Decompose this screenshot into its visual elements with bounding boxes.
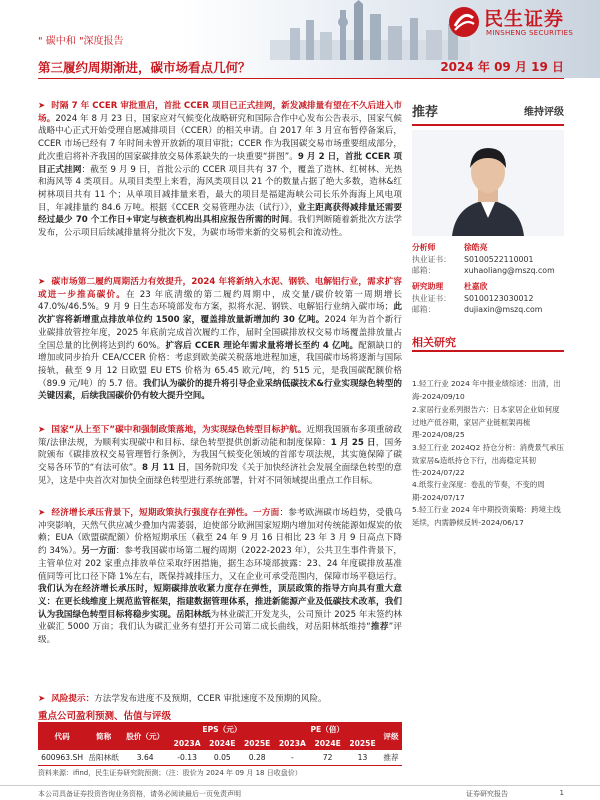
analyst-name: 杜嘉欣	[464, 282, 488, 291]
paragraph-bold: 业主距离获得减排量还需要经过最少 70 个工作日+审定与核查机构出具相应报告所需的时间	[38, 202, 402, 226]
paragraph-text: 在 23 年底清缴的第二履约周期中，成交量/碳价较第一周期增长 47.0%/46.5%。9 月 9 日生态环境部发布方案，拟将水泥、钢铁、电解铝行业纳入碳市场；	[38, 289, 402, 313]
col-rating: 评级	[380, 722, 402, 750]
related-item[interactable]: 1.轻工行业 2024 年中报业绩综述：出清，出海-2024/09/10	[412, 379, 561, 401]
footer-disclaimer: 本公司具备证券投资咨询业务资格，请务必阅读最后一页免责声明	[38, 790, 241, 798]
title-divider	[38, 78, 564, 79]
paragraph-text: 2024 年 8 月 23 日，国家应对气候变化战略研究和国际合作中心发布公告表示，国家气候战略中心正式开始受理自愿减排项目（CCER）的相关申请。自 2017 年 3 月宣布暂停备案后，CCER 市场已经有 7 年时间未曾开放新的项目审批；CCER 作为我国碳交易市场重要组成部分，此次重启将补齐我国的国家碳排放交易体系缺失的一块重要“拼图”。	[38, 113, 402, 162]
paragraph-lead: 碳市场第二履约周期活力有效提升，2024 年将新纳入水泥、钢铁、电解铝行业，需求扩容或进一步推高碳价。	[38, 277, 402, 300]
cert-label: 执业证书：	[412, 293, 451, 303]
col-eps: EPS（元）	[169, 722, 274, 736]
cell-pe: -	[275, 750, 311, 765]
table-source-note: 资料来源：ifind，民生证券研究院预测；（注：股价为 2024 年 09 月 18 日收盘价）	[38, 769, 302, 777]
paragraph-bold: 推荐	[370, 622, 389, 633]
paragraph-text: ，国务院印发《关于加快经济社会发展全面绿色转型的意见》，这是中央首次对加快全面绿色转型进行系统部署，针对不同领域提出重点工作目标。	[38, 463, 402, 486]
paragraph-ccer-restart	[38, 100, 402, 240]
paragraph-bold: 另一方面	[81, 546, 116, 557]
header-banner	[0, 0, 600, 78]
cell-pe: 72	[310, 750, 345, 765]
analyst-block-1	[412, 242, 564, 277]
paragraph-risk	[38, 693, 402, 706]
bullet-arrow-icon: ➤	[38, 694, 52, 704]
bullet-arrow-icon: ➤	[38, 425, 52, 435]
col-name: 简称	[86, 722, 121, 750]
logo-text-en: MINSHENG SECURITIES	[486, 29, 574, 37]
bullet-arrow-icon: ➤	[38, 101, 52, 111]
rating-value: 维持评级	[524, 107, 564, 118]
cell-eps: 0.05	[205, 750, 240, 765]
cell-pe: 13	[345, 750, 380, 765]
paragraph-text: ：参考欧洲碳市场趋势，受俄乌冲突影响，天然气供应减少叠加内需萎弱，迫使部分欧洲国家短期内增加对传统能源如煤炭的依赖；EUA（欧盟碳配额）价格短期承压（截至 24 年 9 月 16 日相比 23 年 3 月 9 日高点下降约 34%）。	[38, 508, 402, 557]
logo-text-cn: 民生证券	[484, 8, 565, 30]
col-year: 2024E	[310, 736, 345, 750]
analyst-cert: S0100522110001	[464, 254, 534, 264]
paragraph-bold: 1 月 25 日	[330, 437, 376, 448]
analyst-role: 分析师	[412, 243, 436, 252]
paragraph-text: ”评级。	[38, 622, 402, 646]
paragraph-text: ，国务院颁布《碳排放权交易管理暂行条例》，为我国气候变化领域的首部专项法规，其实施保障了碳交易各环节的“有法可依”。	[38, 437, 402, 474]
rating-bar	[412, 99, 564, 121]
paragraph-bold: 8 月 11 日	[141, 463, 187, 474]
paragraph-text: 近期我国颁布多项重磅政策/法律法规，为顺利实现碳中和目标、绿色转型提供创新动能和制度保障：	[38, 425, 402, 448]
bullet-arrow-icon: ➤	[38, 508, 52, 518]
col-pe: PE（倍）	[275, 722, 380, 736]
analyst-email[interactable]: dujiaxin@mszq.com	[464, 305, 543, 314]
cell-price: 3.64	[121, 750, 169, 765]
related-item[interactable]: 3.轻工行业 2024Q2 持仓分析：消费景气承压致家居&造纸持仓下行，出海稳定其韧性-2024/07/22	[412, 443, 564, 477]
paragraph-policy	[38, 424, 402, 488]
paragraph-text: ：参考我国碳市场第二履约周期（2022-2023 年），公共卫生事件背景下，主管单位对 202 家重点排放单位采取纾困措施，据生态环境部披露：23、24 年度碳排放基准值同等可比口径下降 1%左右，既保持减排压力，又在企业可承受范围内，保障市场平稳运行。	[38, 546, 402, 582]
paragraph-text: 配额缺口的增加或同步抬升 CEA/CCER 价格：考虑到欧美碳关税落地进程加速，我国碳市场将逐渐与国际接轨，截至 9 月 12 日欧盟 EU ETS 价格为 65.45 欧元/吨，约 515 元，是我国碳配额价格（89.9 元/吨）的 5.7 倍。	[38, 340, 402, 389]
paragraph-text: 。我们判断随着新批次方法学发布，公示项目后续减排量将分批次下发，为碳市场带来新的交易机会和流动性。	[38, 215, 402, 239]
paragraph-bold: 我们认为碳价的提升将引导企业采纳低碳技术&行业实现绿色转型的关键因素，后续我国碳价仍有较大提升空间。	[38, 378, 402, 402]
paragraph-bold: 我们认为在经济增长承压时，短期碳排放收紧力度存在弹性，顶层政策的指导方向具有重大意义：在更长线维度上规范监管框架，指建数据管理体系，推进新能源产业及低碳技术改革，我们认为我国绿色转型目标将稳步实现。	[38, 584, 402, 620]
paragraph-bold: 9 月 2 日，首批 CCER 项目正式挂网	[38, 151, 402, 175]
page-number: 1	[559, 789, 564, 797]
analyst-email[interactable]: xuhaoliang@mszq.com	[464, 266, 555, 275]
bullet-arrow-icon: ➤	[38, 277, 52, 287]
paragraph-lead: 国家“从上至下”碳中和强制政策落地，为实现绿色转型目标护航。	[51, 425, 307, 435]
analyst-cert: S0100123030012	[464, 293, 534, 303]
logo-mark-icon	[448, 6, 480, 38]
table-row	[38, 750, 402, 765]
paragraph-text: 方法学发布进度不及预期，CCER 审批速度不及预期的风险。	[94, 694, 327, 704]
analyst-name: 徐皓亮	[464, 243, 488, 252]
related-item[interactable]: 5.轻工行业 2024 年中期投资策略：跨境主线延续，内需静候反转-2024/06/17	[412, 505, 561, 527]
paragraph-lead: 风险提示：	[51, 694, 95, 704]
paragraph-text: 为林业碳汇开发龙头，公司预计 2025 年末签约林业碳汇 5000 万亩；我们认为碳汇业务有望打开公司第二成长曲线，对岳阳林纸维持“	[38, 609, 402, 633]
col-year: 2025E	[345, 736, 380, 750]
paragraph-bold: 扩容后 CCER 理论年需求量将增长至约 4 亿吨。	[165, 340, 359, 351]
col-year: 2025E	[240, 736, 275, 750]
mail-label: 邮箱：	[412, 305, 436, 314]
col-year: 2024E	[205, 736, 240, 750]
footer-report-label: 证券研究报告	[466, 790, 508, 798]
table-title: 重点公司盈利预测、估值与评级	[38, 711, 172, 722]
cell-eps: 0.28	[240, 750, 275, 765]
analyst-portrait-image	[412, 130, 564, 236]
analyst-role: 研究助理	[412, 282, 444, 291]
related-item[interactable]: 2.家居行业系列报告六：日本家居企业如何度过地产低谷期，家居产业链框架再梳理-2024/08/25	[412, 405, 560, 439]
cell-code: 600963.SH	[38, 750, 86, 765]
report-title: 第三履约周期渐进，碳市场看点几何？	[38, 60, 251, 75]
paragraph-text: 2024 年为首个新行业碳排放管控年度，2025 年底前完成首次履约工作，届时全国碳排放权交易市场覆盖排放量占全国总量的比例将达到约 60%。	[38, 315, 402, 351]
report-type: " 碳中和 "深度报告	[38, 36, 124, 47]
paragraph-lead: 经济增长承压背景下，短期政策执行强度存在弹性。一方面	[51, 508, 280, 518]
col-code: 代码	[38, 722, 86, 750]
analyst-photo	[412, 130, 564, 236]
related-research-divider	[412, 350, 564, 352]
paragraph-bold: 此次扩容将新增重点排放单位约 1500 家，覆盖排放量新增加约 30 亿吨。	[38, 302, 402, 326]
rating-label: 推荐	[412, 105, 439, 120]
cell-rating: 推荐	[380, 750, 402, 765]
cell-name: 岳阳林纸	[86, 750, 121, 765]
report-date: 2024 年 09 月 19 日	[440, 60, 564, 74]
paragraph-bold: 岳阳林纸	[176, 609, 211, 620]
analyst-block-2	[412, 281, 564, 316]
brand-logo	[448, 4, 588, 42]
cert-label: 执业证书：	[412, 254, 451, 264]
paragraph-text: ：截至 9 月 9 日，首批公示的 CCER 项目共有 37 个，覆盖了造林、红树林、光热和海风等 4 类项目。从项目类型上来看，海风类项目以 21 个的数量占据了绝大多数，造林&红树林项目共有 11 个；从单项目减排量来看，最大的项目是福建海峡公司长乐外海海上风电项目，年减排量约 84.6 万吨。根据《CCER 交易管理办法（试行）》，	[38, 164, 402, 213]
related-research-title: 相关研究	[412, 336, 456, 349]
footer-divider	[0, 785, 600, 786]
paragraph-lead: 时隔 7 年 CCER 审批重启，首批 CCER 项目已正式挂网，新发减排量有望在不久后进入市场。	[38, 101, 403, 124]
paragraph-economy	[38, 507, 402, 647]
rating-divider	[412, 124, 564, 126]
col-year: 2023A	[275, 736, 311, 750]
earnings-forecast-table	[38, 722, 402, 766]
related-item[interactable]: 4.纸浆行业深度：卷乱的节奏，不变的周期-2024/07/17	[412, 480, 545, 502]
col-price: 股价（元）	[121, 722, 169, 750]
paragraph-carbon-market	[38, 276, 402, 403]
cell-eps: -0.13	[169, 750, 205, 765]
city-skyline-image	[270, 0, 470, 60]
mail-label: 邮箱：	[412, 266, 436, 275]
col-year: 2023A	[169, 736, 205, 750]
